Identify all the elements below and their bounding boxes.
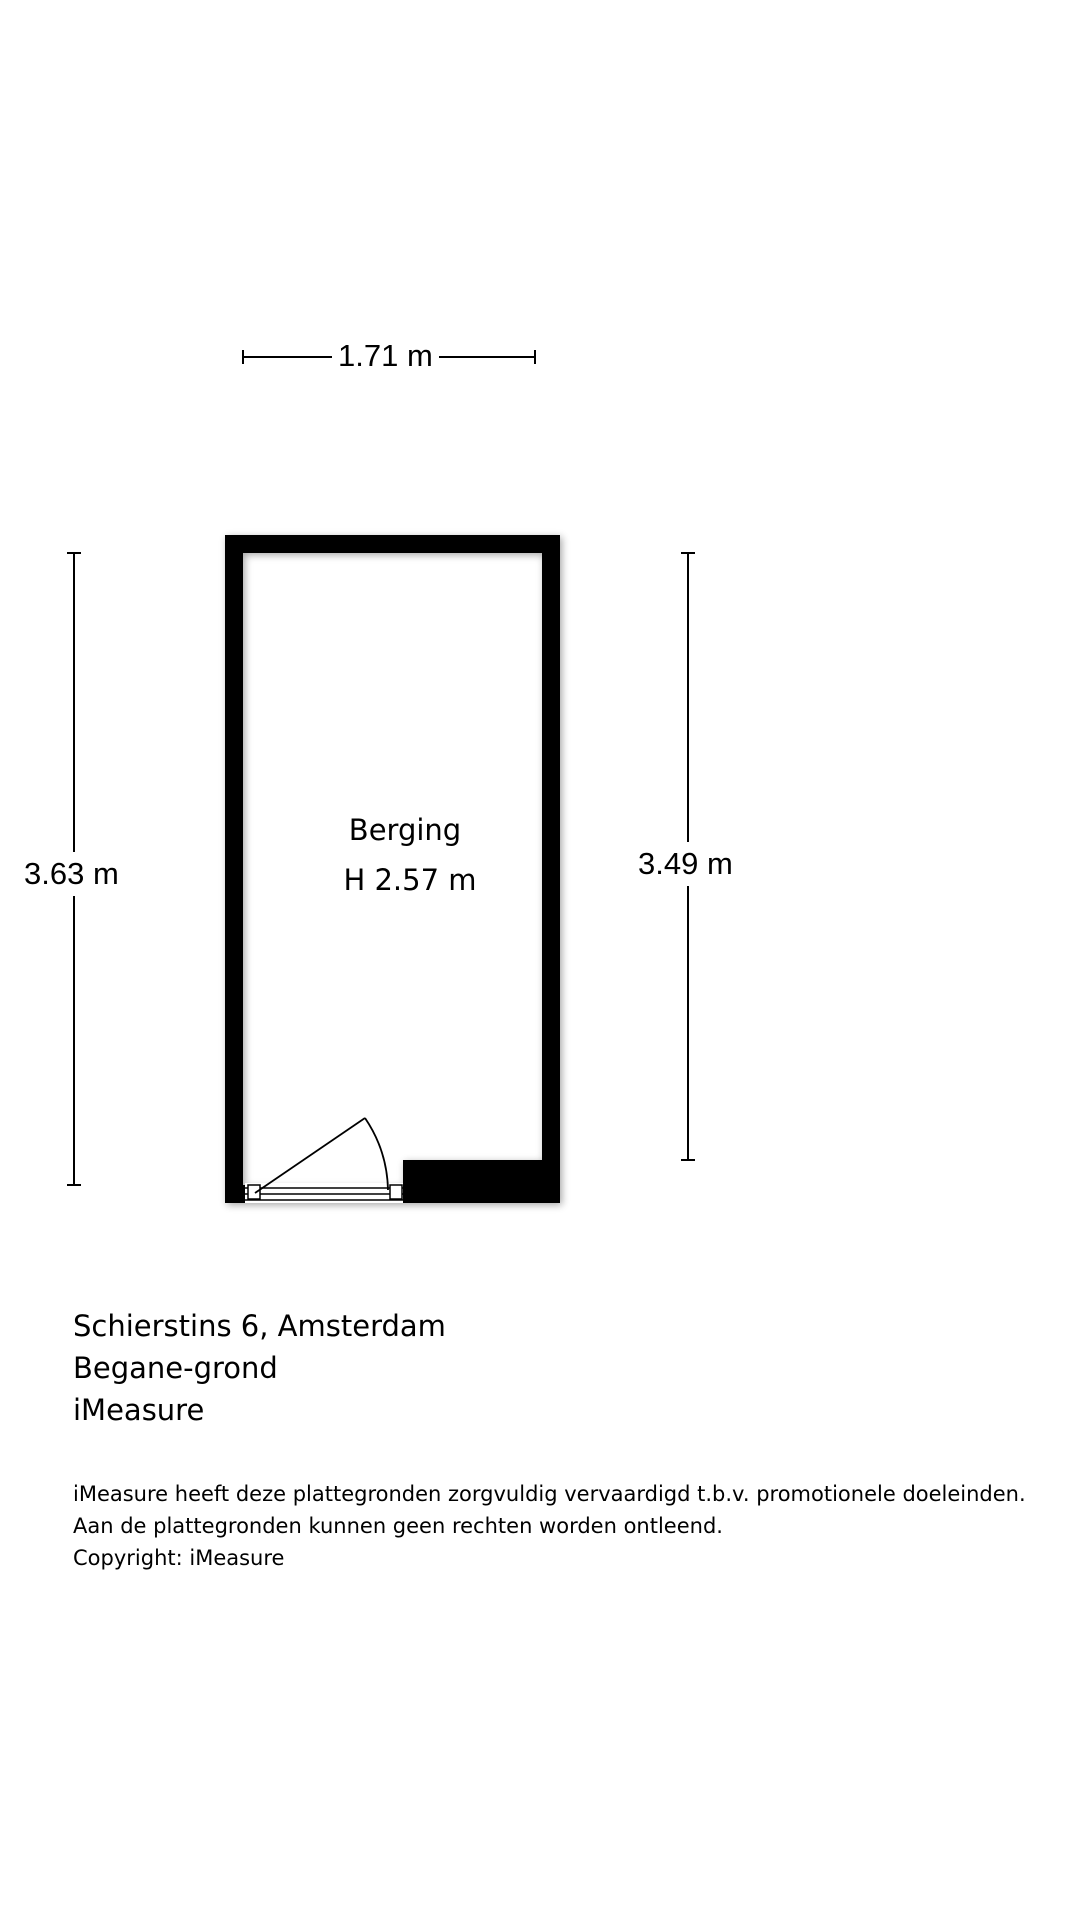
door-swing-arc bbox=[365, 1118, 388, 1190]
width-dimension-label: 1.71 m bbox=[332, 338, 439, 374]
door-leaf bbox=[255, 1118, 365, 1193]
left-height-dimension-label: 3.63 m bbox=[24, 852, 119, 896]
floor-name: Begane-grond bbox=[73, 1351, 278, 1385]
disclaimer-line-2: Aan de plattegronden kunnen geen rechten worden ontleend. bbox=[73, 1514, 723, 1538]
copyright: Copyright: iMeasure bbox=[73, 1546, 285, 1570]
company-name: iMeasure bbox=[73, 1393, 205, 1427]
room-height: H 2.57 m bbox=[343, 863, 477, 897]
disclaimer-line-1: iMeasure heeft deze plattegronden zorgvuldig vervaardigd t.b.v. promotionele doeleinden. bbox=[73, 1482, 1026, 1506]
right-height-dimension-label: 3.49 m bbox=[638, 842, 733, 886]
door bbox=[245, 1118, 403, 1203]
room-name: Berging bbox=[348, 813, 462, 847]
address: Schierstins 6, Amsterdam bbox=[73, 1309, 446, 1343]
